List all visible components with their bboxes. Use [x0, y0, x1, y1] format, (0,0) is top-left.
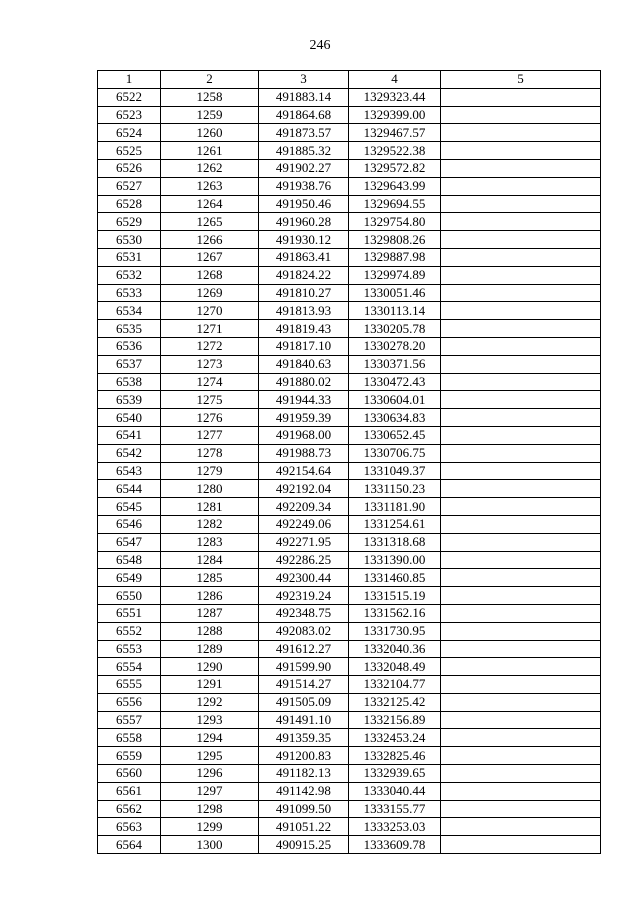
- table-cell-col-4: 1333040.44: [349, 782, 441, 800]
- table-cell-col-3: 491880.02: [259, 373, 349, 391]
- table-cell-col-4: 1333155.77: [349, 800, 441, 818]
- page-number: 246: [309, 38, 331, 53]
- table-row: [98, 747, 601, 765]
- table-cell-col-3: 491142.98: [259, 782, 349, 800]
- table-cell-col-1: 6557: [98, 711, 161, 729]
- table-cell-col-5: [441, 711, 601, 729]
- table-cell-col-3: 491968.00: [259, 426, 349, 444]
- table-row: [98, 266, 601, 284]
- table-cell-col-5: [441, 640, 601, 658]
- table-cell-col-5: [441, 533, 601, 551]
- table-cell-col-4: 1329887.98: [349, 248, 441, 266]
- table-cell-col-1: 6561: [98, 782, 161, 800]
- table-cell-col-3: 491200.83: [259, 747, 349, 765]
- table-cell-col-1: 6523: [98, 106, 161, 124]
- table-cell-col-2: 1258: [161, 88, 259, 106]
- table-cell-col-4: 1330371.56: [349, 355, 441, 373]
- table-cell-col-2: 1292: [161, 693, 259, 711]
- table-row: [98, 320, 601, 338]
- table-cell-col-4: 1332453.24: [349, 729, 441, 747]
- table-cell-col-2: 1275: [161, 391, 259, 409]
- table-cell-col-4: 1333253.03: [349, 818, 441, 836]
- table-cell-col-2: 1262: [161, 159, 259, 177]
- table-cell-col-5: [441, 515, 601, 533]
- table-cell-col-5: [441, 729, 601, 747]
- table-cell-col-5: [441, 622, 601, 640]
- table-row: [98, 782, 601, 800]
- table-cell-col-4: 1330706.75: [349, 444, 441, 462]
- table-row: [98, 604, 601, 622]
- column-header-3: 3: [259, 71, 349, 89]
- table-cell-col-5: [441, 373, 601, 391]
- table-cell-col-4: 1331049.37: [349, 462, 441, 480]
- table-body: [98, 88, 601, 853]
- table-cell-col-5: [441, 693, 601, 711]
- table-cell-col-3: 492271.95: [259, 533, 349, 551]
- table-row: [98, 88, 601, 106]
- table-cell-col-4: 1330113.14: [349, 302, 441, 320]
- table-cell-col-1: 6559: [98, 747, 161, 765]
- table-cell-col-5: [441, 498, 601, 516]
- table-cell-col-3: 491810.27: [259, 284, 349, 302]
- table-cell-col-4: 1330205.78: [349, 320, 441, 338]
- table-cell-col-2: 1278: [161, 444, 259, 462]
- table-cell-col-3: 491938.76: [259, 177, 349, 195]
- table-cell-col-5: [441, 391, 601, 409]
- table-cell-col-3: 491950.46: [259, 195, 349, 213]
- table-cell-col-2: 1291: [161, 676, 259, 694]
- table-cell-col-4: 1330278.20: [349, 337, 441, 355]
- table-cell-col-2: 1281: [161, 498, 259, 516]
- table-cell-col-2: 1296: [161, 765, 259, 783]
- table-row: [98, 409, 601, 427]
- table-cell-col-3: 491599.90: [259, 658, 349, 676]
- table-cell-col-5: [441, 302, 601, 320]
- table-cell-col-5: [441, 462, 601, 480]
- table-cell-col-3: 491959.39: [259, 409, 349, 427]
- table-row: [98, 426, 601, 444]
- table-cell-col-2: 1271: [161, 320, 259, 338]
- table-row: [98, 569, 601, 587]
- table-row: [98, 195, 601, 213]
- table-cell-col-4: 1330634.83: [349, 409, 441, 427]
- table-cell-col-1: 6539: [98, 391, 161, 409]
- table-cell-col-1: 6552: [98, 622, 161, 640]
- table-cell-col-3: 491359.35: [259, 729, 349, 747]
- table-cell-col-2: 1259: [161, 106, 259, 124]
- table-cell-col-5: [441, 426, 601, 444]
- table-cell-col-3: 492192.04: [259, 480, 349, 498]
- table-row: [98, 729, 601, 747]
- table-cell-col-3: 491930.12: [259, 231, 349, 249]
- table-cell-col-2: 1273: [161, 355, 259, 373]
- table-row: [98, 462, 601, 480]
- table-cell-col-1: 6525: [98, 142, 161, 160]
- table-cell-col-3: 492083.02: [259, 622, 349, 640]
- table-cell-col-2: 1263: [161, 177, 259, 195]
- table-cell-col-1: 6522: [98, 88, 161, 106]
- table-row: [98, 142, 601, 160]
- table-row: [98, 444, 601, 462]
- table-cell-col-4: 1331515.19: [349, 587, 441, 605]
- table-cell-col-5: [441, 142, 601, 160]
- table-cell-col-5: [441, 800, 601, 818]
- table-cell-col-1: 6532: [98, 266, 161, 284]
- table-row: [98, 765, 601, 783]
- table-cell-col-1: 6535: [98, 320, 161, 338]
- table-row: [98, 159, 601, 177]
- table-cell-col-1: 6540: [98, 409, 161, 427]
- table-cell-col-3: 492300.44: [259, 569, 349, 587]
- table-cell-col-1: 6537: [98, 355, 161, 373]
- table-cell-col-4: 1332156.89: [349, 711, 441, 729]
- table-cell-col-3: 491817.10: [259, 337, 349, 355]
- table-cell-col-3: 491863.41: [259, 248, 349, 266]
- table-cell-col-1: 6551: [98, 604, 161, 622]
- table-row: [98, 284, 601, 302]
- table-cell-col-1: 6554: [98, 658, 161, 676]
- table-cell-col-4: 1330652.45: [349, 426, 441, 444]
- table-cell-col-5: [441, 658, 601, 676]
- table-row: [98, 177, 601, 195]
- table-cell-col-5: [441, 765, 601, 783]
- table-cell-col-4: 1329522.38: [349, 142, 441, 160]
- table-cell-col-5: [441, 320, 601, 338]
- table-cell-col-2: 1274: [161, 373, 259, 391]
- table-cell-col-1: 6563: [98, 818, 161, 836]
- column-header-4: 4: [349, 71, 441, 89]
- table-row: [98, 836, 601, 854]
- table-cell-col-1: 6556: [98, 693, 161, 711]
- table-cell-col-4: 1332040.36: [349, 640, 441, 658]
- table-cell-col-1: 6528: [98, 195, 161, 213]
- table-cell-col-3: 491051.22: [259, 818, 349, 836]
- table-cell-col-1: 6531: [98, 248, 161, 266]
- table-cell-col-3: 491824.22: [259, 266, 349, 284]
- table-cell-col-5: [441, 782, 601, 800]
- table-cell-col-1: 6533: [98, 284, 161, 302]
- table-cell-col-2: 1283: [161, 533, 259, 551]
- table-cell-col-4: 1330051.46: [349, 284, 441, 302]
- table-row: [98, 800, 601, 818]
- table-cell-col-2: 1297: [161, 782, 259, 800]
- table-cell-col-3: 491902.27: [259, 159, 349, 177]
- table-row: [98, 693, 601, 711]
- table-cell-col-5: [441, 551, 601, 569]
- table-cell-col-3: 491514.27: [259, 676, 349, 694]
- table-row: [98, 391, 601, 409]
- table-cell-col-5: [441, 195, 601, 213]
- table-cell-col-3: 491883.14: [259, 88, 349, 106]
- table-cell-col-2: 1280: [161, 480, 259, 498]
- table-cell-col-5: [441, 88, 601, 106]
- coordinates-table: [97, 70, 601, 854]
- table-cell-col-3: 492209.34: [259, 498, 349, 516]
- table-cell-col-2: 1279: [161, 462, 259, 480]
- table-cell-col-4: 1332825.46: [349, 747, 441, 765]
- table-cell-col-5: [441, 355, 601, 373]
- column-header-1: 1: [98, 71, 161, 89]
- table-cell-col-3: 491885.32: [259, 142, 349, 160]
- table-row: [98, 213, 601, 231]
- table-cell-col-1: 6553: [98, 640, 161, 658]
- table-cell-col-2: 1265: [161, 213, 259, 231]
- table-cell-col-3: 491505.09: [259, 693, 349, 711]
- table-cell-col-5: [441, 604, 601, 622]
- table-cell-col-1: 6536: [98, 337, 161, 355]
- table-cell-col-1: 6545: [98, 498, 161, 516]
- table-cell-col-3: 491988.73: [259, 444, 349, 462]
- table-row: [98, 676, 601, 694]
- table-cell-col-4: 1332939.65: [349, 765, 441, 783]
- table-cell-col-4: 1329323.44: [349, 88, 441, 106]
- table-cell-col-5: [441, 587, 601, 605]
- table-cell-col-5: [441, 569, 601, 587]
- table-cell-col-4: 1331181.90: [349, 498, 441, 516]
- table-cell-col-3: 490915.25: [259, 836, 349, 854]
- table-cell-col-4: 1333609.78: [349, 836, 441, 854]
- table-cell-col-4: 1331318.68: [349, 533, 441, 551]
- table-cell-col-5: [441, 337, 601, 355]
- table-cell-col-3: 491819.43: [259, 320, 349, 338]
- table-cell-col-1: 6549: [98, 569, 161, 587]
- table-cell-col-2: 1290: [161, 658, 259, 676]
- table-cell-col-4: 1331562.16: [349, 604, 441, 622]
- table-cell-col-1: 6530: [98, 231, 161, 249]
- table-cell-col-2: 1270: [161, 302, 259, 320]
- table-cell-col-4: 1332125.42: [349, 693, 441, 711]
- table-row: [98, 355, 601, 373]
- table-cell-col-3: 491182.13: [259, 765, 349, 783]
- table-cell-col-1: 6546: [98, 515, 161, 533]
- table-cell-col-4: 1330604.01: [349, 391, 441, 409]
- table-cell-col-3: 491612.27: [259, 640, 349, 658]
- table-cell-col-4: 1331150.23: [349, 480, 441, 498]
- table-row: [98, 302, 601, 320]
- table-cell-col-4: 1329643.99: [349, 177, 441, 195]
- table-cell-col-5: [441, 284, 601, 302]
- table-cell-col-1: 6526: [98, 159, 161, 177]
- table-row: [98, 498, 601, 516]
- table-cell-col-4: 1329399.00: [349, 106, 441, 124]
- table-cell-col-1: 6548: [98, 551, 161, 569]
- table-cell-col-4: 1329974.89: [349, 266, 441, 284]
- table-cell-col-1: 6524: [98, 124, 161, 142]
- table-cell-col-3: 491873.57: [259, 124, 349, 142]
- table-cell-col-3: 492348.75: [259, 604, 349, 622]
- column-header-5: 5: [441, 71, 601, 89]
- table-row: [98, 818, 601, 836]
- table-cell-col-4: 1330472.43: [349, 373, 441, 391]
- table-cell-col-3: 491944.33: [259, 391, 349, 409]
- table-cell-col-2: 1293: [161, 711, 259, 729]
- table-cell-col-2: 1272: [161, 337, 259, 355]
- table-cell-col-4: 1329572.82: [349, 159, 441, 177]
- table-cell-col-2: 1264: [161, 195, 259, 213]
- table-cell-col-4: 1331730.95: [349, 622, 441, 640]
- table-cell-col-1: 6562: [98, 800, 161, 818]
- table-cell-col-5: [441, 124, 601, 142]
- column-header-2: 2: [161, 71, 259, 89]
- table-cell-col-5: [441, 106, 601, 124]
- table-cell-col-1: 6544: [98, 480, 161, 498]
- table-cell-col-2: 1295: [161, 747, 259, 765]
- table-cell-col-3: 491840.63: [259, 355, 349, 373]
- table-cell-col-4: 1331390.00: [349, 551, 441, 569]
- table-cell-col-2: 1267: [161, 248, 259, 266]
- table-cell-col-1: 6564: [98, 836, 161, 854]
- table-cell-col-1: 6538: [98, 373, 161, 391]
- table-row: [98, 711, 601, 729]
- table-cell-col-2: 1269: [161, 284, 259, 302]
- table-cell-col-2: 1294: [161, 729, 259, 747]
- header-row: [98, 71, 601, 89]
- table-cell-col-3: 492154.64: [259, 462, 349, 480]
- table-cell-col-5: [441, 747, 601, 765]
- table-cell-col-5: [441, 836, 601, 854]
- table-cell-col-4: 1329694.55: [349, 195, 441, 213]
- table-cell-col-2: 1286: [161, 587, 259, 605]
- table-row: [98, 551, 601, 569]
- table-cell-col-5: [441, 213, 601, 231]
- table-cell-col-4: 1329467.57: [349, 124, 441, 142]
- table-cell-col-1: 6529: [98, 213, 161, 231]
- table-cell-col-1: 6527: [98, 177, 161, 195]
- table-cell-col-5: [441, 159, 601, 177]
- table-cell-col-4: 1329808.26: [349, 231, 441, 249]
- table-cell-col-2: 1268: [161, 266, 259, 284]
- table-cell-col-5: [441, 676, 601, 694]
- table-row: [98, 231, 601, 249]
- table-cell-col-3: 491864.68: [259, 106, 349, 124]
- table-cell-col-2: 1299: [161, 818, 259, 836]
- table-row: [98, 373, 601, 391]
- table-cell-col-5: [441, 231, 601, 249]
- table-row: [98, 480, 601, 498]
- table-row: [98, 587, 601, 605]
- table-cell-col-2: 1266: [161, 231, 259, 249]
- table-cell-col-1: 6560: [98, 765, 161, 783]
- table-cell-col-5: [441, 177, 601, 195]
- table-row: [98, 248, 601, 266]
- table-row: [98, 124, 601, 142]
- table-cell-col-5: [441, 818, 601, 836]
- table-cell-col-3: 491813.93: [259, 302, 349, 320]
- table-cell-col-2: 1284: [161, 551, 259, 569]
- table-row: [98, 533, 601, 551]
- table-row: [98, 658, 601, 676]
- table-cell-col-2: 1282: [161, 515, 259, 533]
- table-cell-col-1: 6542: [98, 444, 161, 462]
- table-cell-col-2: 1277: [161, 426, 259, 444]
- table-cell-col-2: 1300: [161, 836, 259, 854]
- table-cell-col-5: [441, 248, 601, 266]
- table-cell-col-2: 1285: [161, 569, 259, 587]
- table-row: [98, 515, 601, 533]
- table-cell-col-1: 6534: [98, 302, 161, 320]
- table-cell-col-1: 6558: [98, 729, 161, 747]
- table-cell-col-3: 492319.24: [259, 587, 349, 605]
- table-cell-col-5: [441, 266, 601, 284]
- table-header: [98, 71, 601, 89]
- table-cell-col-2: 1288: [161, 622, 259, 640]
- table-cell-col-3: 491099.50: [259, 800, 349, 818]
- table-cell-col-1: 6550: [98, 587, 161, 605]
- table-cell-col-4: 1332048.49: [349, 658, 441, 676]
- table-cell-col-3: 492286.25: [259, 551, 349, 569]
- table-cell-col-3: 491491.10: [259, 711, 349, 729]
- table-cell-col-1: 6543: [98, 462, 161, 480]
- table-cell-col-1: 6547: [98, 533, 161, 551]
- table-cell-col-4: 1332104.77: [349, 676, 441, 694]
- table-cell-col-3: 491960.28: [259, 213, 349, 231]
- table-cell-col-3: 492249.06: [259, 515, 349, 533]
- table-cell-col-4: 1329754.80: [349, 213, 441, 231]
- table-cell-col-2: 1298: [161, 800, 259, 818]
- table-row: [98, 106, 601, 124]
- table-cell-col-2: 1261: [161, 142, 259, 160]
- table-row: [98, 640, 601, 658]
- table-cell-col-5: [441, 444, 601, 462]
- table-cell-col-1: 6541: [98, 426, 161, 444]
- table-cell-col-1: 6555: [98, 676, 161, 694]
- table-row: [98, 337, 601, 355]
- table-cell-col-4: 1331460.85: [349, 569, 441, 587]
- table-cell-col-5: [441, 409, 601, 427]
- table-cell-col-4: 1331254.61: [349, 515, 441, 533]
- table-cell-col-2: 1276: [161, 409, 259, 427]
- table-cell-col-2: 1260: [161, 124, 259, 142]
- table-cell-col-5: [441, 480, 601, 498]
- table-cell-col-2: 1289: [161, 640, 259, 658]
- table-row: [98, 622, 601, 640]
- table-cell-col-2: 1287: [161, 604, 259, 622]
